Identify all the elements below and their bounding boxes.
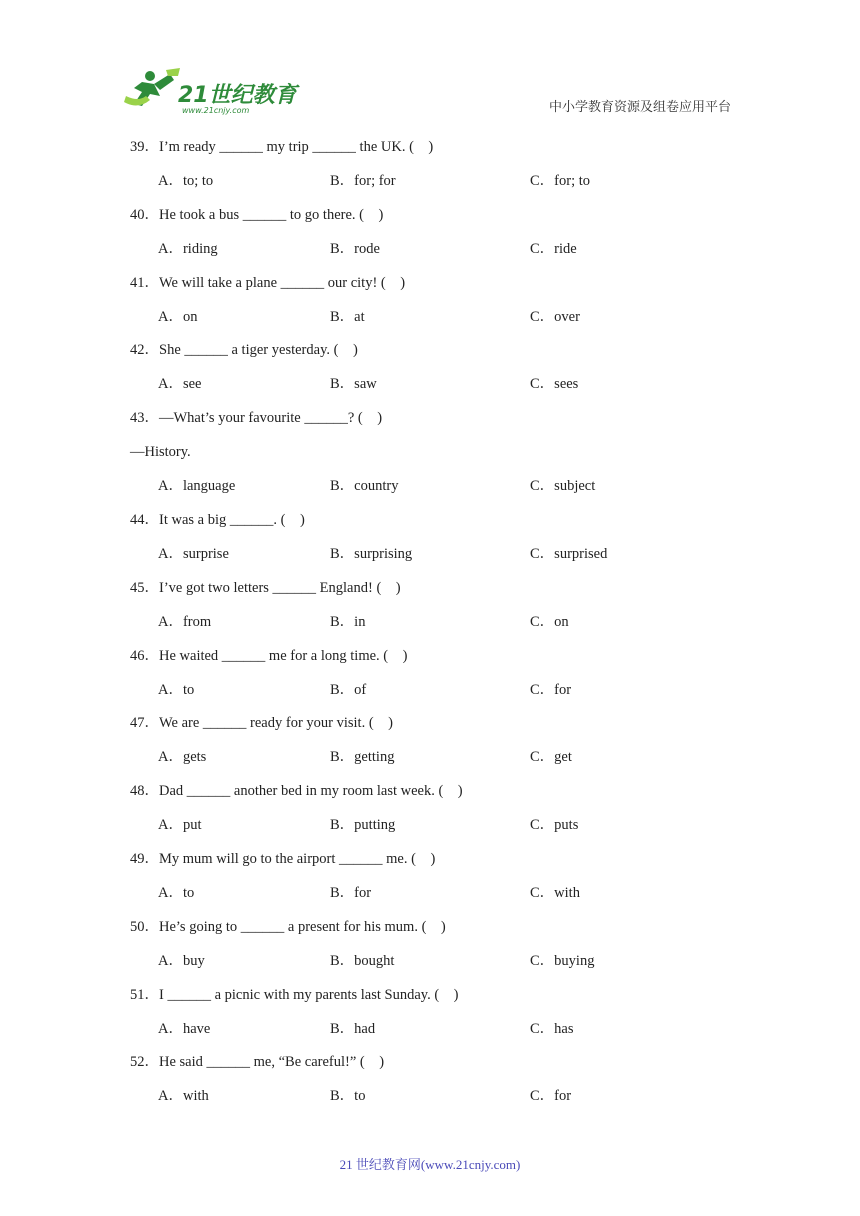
option-row xyxy=(130,544,770,578)
option-b: B．to xyxy=(330,1088,366,1105)
question-stem xyxy=(130,137,770,171)
runner-logo-icon xyxy=(120,66,300,116)
option-c: C．with xyxy=(530,884,580,901)
question-stem xyxy=(130,985,770,1019)
question-stem xyxy=(130,1052,770,1086)
option-c: C．ride xyxy=(530,240,577,257)
option-row xyxy=(130,239,770,273)
option-a: A．gets xyxy=(158,749,207,766)
option-b: B．at xyxy=(330,308,365,325)
option-a: A．see xyxy=(158,376,202,393)
question-stem xyxy=(130,578,770,612)
question-stem xyxy=(130,510,770,544)
option-row xyxy=(130,747,770,781)
question-number: 44． xyxy=(130,511,159,528)
logo-text: 21世纪教育 xyxy=(178,83,297,108)
option-b: B．rode xyxy=(330,240,380,257)
option-b: B．for; for xyxy=(330,173,396,189)
question-number: 42． xyxy=(130,342,159,359)
question-answer-line: —History. xyxy=(130,444,191,461)
header-tagline: 中小学教育资源及组卷应用平台 xyxy=(549,100,732,115)
question-number: 46． xyxy=(130,647,159,664)
question-text: I’ve got two letters ______ England! ( ) xyxy=(159,579,401,596)
question-text: I ______ a picnic with my parents last Sunday. ( ) xyxy=(159,986,459,1003)
option-a: A．to xyxy=(158,884,195,901)
question-stem xyxy=(130,205,770,239)
question-number: 40． xyxy=(130,206,159,223)
question-text: It was a big ______. ( ) xyxy=(159,511,305,528)
option-b: B．getting xyxy=(330,749,395,766)
option-b: B．saw xyxy=(330,376,377,393)
option-row xyxy=(130,307,770,341)
question-text: —What’s your favourite ______? ( ) xyxy=(159,410,383,427)
option-b: B．country xyxy=(330,478,399,495)
question-text: She ______ a tiger yesterday. ( ) xyxy=(159,342,358,359)
question-number: 50． xyxy=(130,918,159,935)
question-stem xyxy=(130,849,770,883)
option-row xyxy=(130,815,770,849)
question-text: He took a bus ______ to go there. ( ) xyxy=(159,206,384,223)
question-text: He waited ______ me for a long time. ( ) xyxy=(159,647,408,664)
question-stem xyxy=(130,340,770,374)
question-list xyxy=(130,137,770,1120)
option-a: A．to; to xyxy=(158,173,214,189)
question-text: We will take a plane ______ our city! ( ) xyxy=(159,274,406,291)
page-footer: 21 世纪教育网(www.21cnjy.com) xyxy=(339,1157,521,1172)
question-number: 41． xyxy=(130,274,159,291)
option-b: B．of xyxy=(330,681,367,698)
option-b: B．for xyxy=(330,884,372,901)
option-c: C．has xyxy=(530,1020,574,1037)
option-c: C．surprised xyxy=(530,545,608,562)
question-stem xyxy=(130,273,770,307)
question-text: He said ______ me, “Be careful!” ( ) xyxy=(159,1054,385,1071)
option-c: C．sees xyxy=(530,376,579,393)
option-c: C．for xyxy=(530,1088,572,1105)
question-number: 51． xyxy=(130,986,159,1003)
question-number: 45． xyxy=(130,579,159,596)
option-a: A．surprise xyxy=(158,545,229,562)
question-text: We are ______ ready for your visit. ( ) xyxy=(159,715,393,732)
question-text: Dad ______ another bed in my room last week. ( ) xyxy=(159,783,463,800)
option-c: C．get xyxy=(530,749,572,766)
question-number: 49． xyxy=(130,850,159,867)
option-a: A．put xyxy=(158,817,202,834)
option-a: A．have xyxy=(158,1020,211,1037)
question-stem xyxy=(130,713,770,747)
question-stem xyxy=(130,917,770,951)
logo xyxy=(120,66,300,116)
option-row xyxy=(130,374,770,408)
option-c: C．buying xyxy=(530,952,595,969)
option-a: A．from xyxy=(158,613,212,630)
option-b: B．had xyxy=(330,1020,376,1037)
question-text: I’m ready ______ my trip ______ the UK. ( ) xyxy=(159,139,434,155)
option-a: A．with xyxy=(158,1088,209,1105)
option-c: C．puts xyxy=(530,817,579,834)
option-b: B．surprising xyxy=(330,545,413,562)
question-text: My mum will go to the airport ______ me. ( ) xyxy=(159,850,436,867)
option-a: A．on xyxy=(158,308,198,325)
question-stem xyxy=(130,408,770,442)
question-number: 52． xyxy=(130,1054,159,1071)
option-c: C．subject xyxy=(530,478,596,495)
option-a: A．language xyxy=(158,478,236,495)
option-row xyxy=(130,951,770,985)
question-number: 48． xyxy=(130,783,159,800)
option-c: C．over xyxy=(530,308,580,325)
logo-url: www.21cnjy.com xyxy=(182,106,250,115)
option-row xyxy=(130,1086,770,1120)
question-number: 47． xyxy=(130,715,159,732)
option-row xyxy=(130,680,770,714)
option-row xyxy=(130,476,770,510)
option-b: B．in xyxy=(330,613,366,630)
question-number: 43． xyxy=(130,410,159,427)
option-row xyxy=(130,883,770,917)
question-text: He’s going to ______ a present for his mum. ( ) xyxy=(159,918,446,935)
option-b: B．putting xyxy=(330,817,396,834)
option-a: A．to xyxy=(158,681,195,698)
option-c: C．for xyxy=(530,681,572,698)
option-c: C．for; to xyxy=(530,173,591,189)
option-b: B．bought xyxy=(330,952,395,969)
option-row xyxy=(130,171,770,205)
question-stem xyxy=(130,781,770,815)
option-c: C．on xyxy=(530,613,569,630)
question-stem xyxy=(130,646,770,680)
page-header xyxy=(0,0,860,130)
question-number: 39． xyxy=(130,139,159,155)
option-a: A．buy xyxy=(158,952,205,969)
option-row xyxy=(130,612,770,646)
option-row xyxy=(130,1019,770,1053)
option-a: A．riding xyxy=(158,240,218,257)
